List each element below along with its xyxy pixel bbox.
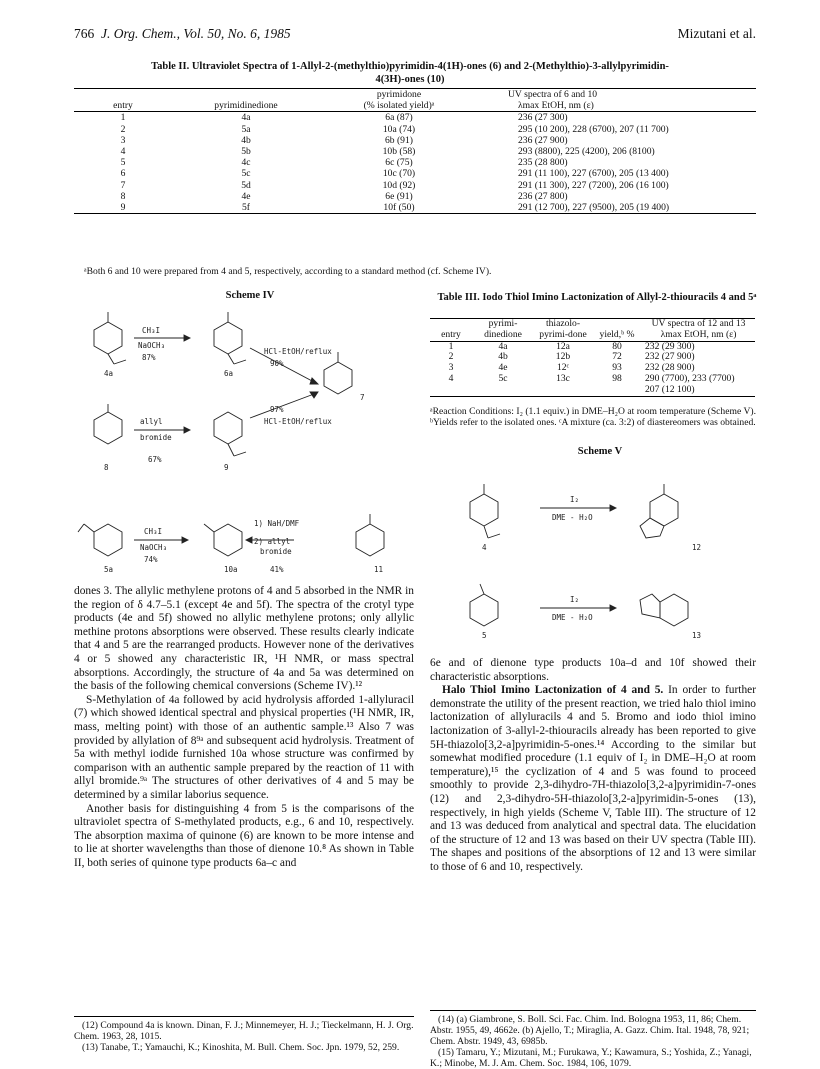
s4-yield-2: 90% <box>270 359 284 368</box>
table-cell: 232 (28 900) <box>645 362 695 374</box>
reference-14: (14) (a) Giambrone, S. Boll. Sci. Fac. Chim. Ind. Bologna 1953, 11, 86; Chem. Abstr. 1955, 49, 4662e. (b) Ajello, T.; Miraglia, A. Gazz. Chim. Ital. 1948, 78, 921; Chem. Abstr. 1949, 43, 6985b. <box>430 1014 750 1047</box>
table-row <box>430 374 755 385</box>
table-row <box>74 202 756 214</box>
table-cell: 6c (75) <box>385 157 413 169</box>
table-cell: 5d <box>241 179 251 191</box>
s4-reagent-9: 1) NaH/DMF <box>254 519 300 528</box>
table-row <box>74 191 756 202</box>
table-row-continuation <box>430 385 755 396</box>
table-cell: 98 <box>612 372 622 384</box>
table-cell: 4b <box>498 351 508 363</box>
table-cell: 5f <box>172 202 320 214</box>
scheme5-title: Scheme V <box>577 446 623 457</box>
cmpd-7: 7 <box>360 393 365 402</box>
table-cell: 6a (87) <box>385 112 413 124</box>
header-authors: Mizutani et al. <box>677 26 756 41</box>
table-row <box>74 157 756 168</box>
right-column-text <box>430 657 756 875</box>
s4-reagent-2: NaOCH₃ <box>138 341 166 350</box>
table3-footnote: ᵃReaction Conditions: I₂ (1.1 equiv.) in DME–H₂O at room temperature (Scheme V). ᵇYields refer to the isolated ones. ᶜA mixture (ca. 3:2) of diastereomers was obtained. <box>430 406 756 429</box>
table-cell: 5b <box>241 146 251 158</box>
table2 <box>74 88 756 214</box>
s4-reagent-4: HCl-EtOH/reflux <box>264 417 332 426</box>
table-cell: 6 <box>120 168 126 180</box>
t2-head-yield: (% isolated yield)ᵃ <box>320 100 478 112</box>
cmpd-4: 4 <box>482 543 487 552</box>
table-cell: 12a <box>556 340 570 352</box>
t3-head-yield: yield,ᵇ % <box>599 328 635 340</box>
table-cell: 207 (12 100) <box>645 383 695 395</box>
left-paragraph-1: dones 3. The allylic methylene protons of 4 and 5 absorbed in the NMR in the region of δ 4.7–5.1 (except 4e and 5f). The spectra of the crotyl type products (4e and 5f) showed no allylic methylene protons; only allylic methine protons absorptions were observed. These results clearly indicate that 4 and 5 are the rearranged products. However none of the derivatives 4 or 5 showed any characteristic IR, ¹H NMR, or mass spectral absorptions. Accordingly, the structure of 4a and 5a was determined on the basis of the following chemical conversions (Scheme IV).¹² <box>74 585 414 693</box>
references-left <box>74 1016 414 1053</box>
left-paragraph-2: S-Methylation of 4a followed by acid hydrolysis afforded 1-allyluracil (7) which showed identical spectral and physical properties (¹H NMR, IR, mass, melting point) with those of an authentic sample.¹³ Also 7 was provided by allylation of 8⁹ᵃ and subsequent acid hydrolysis. Treatment of 5a with methyl iodide furnished 10a whose structure was confirmed by comparison with an authentic sample prepared by the reaction of 11 with allyl bromide.⁹ᵃ The structures of other derivatives of 4 and 5 may be determined by a similar laborius sequence. <box>74 693 414 801</box>
table-cell: 291 (12 700), 227 (9500), 205 (19 400) <box>478 202 756 214</box>
cmpd-5a: 5a <box>104 565 114 574</box>
table-cell: 4 <box>120 146 126 158</box>
table-cell: 4b <box>241 134 251 146</box>
table-cell: 236 (27 800) <box>518 190 568 202</box>
s4-reagent-10: 2) allyl <box>254 537 291 546</box>
table-row <box>74 135 756 146</box>
table-row <box>74 112 756 124</box>
table-cell: 10f (50) <box>320 202 478 214</box>
t2-head-uv: UV spectra of 6 and 10 <box>508 89 598 100</box>
s4-reagent-3: HCl-EtOH/reflux <box>264 347 332 356</box>
table-row <box>430 341 755 352</box>
table-cell: 4c <box>241 157 251 169</box>
table-cell: 2 <box>120 123 126 135</box>
s4-yield-1: 87% <box>142 353 156 362</box>
s4-yield-6: 41% <box>270 565 284 574</box>
cmpd-12: 12 <box>692 543 702 552</box>
cmpd-9: 9 <box>224 463 229 472</box>
table-cell: 291 (11 100), 227 (6700), 205 (13 400) <box>518 168 669 180</box>
table-cell: 7 <box>120 179 126 191</box>
reference-15: (15) Tamaru, Y.; Mizutani, M.; Furukawa, Y.; Kawamura, S.; Yoshida, Z.; Yanagi, K.; Minobe, M. J. Am. Chem. Soc. 1984, 106, 1079. <box>430 1047 752 1069</box>
table-cell: 3 <box>448 362 454 374</box>
s4-reagent-11: bromide <box>260 547 292 556</box>
t2-head-lambda: λmax EtOH, nm (ε) <box>478 100 756 112</box>
s4-yield-4: 67% <box>148 455 162 464</box>
s4-reagent-5: allyl <box>140 417 163 426</box>
table-cell: 4 <box>448 372 454 384</box>
scheme4-title: Scheme IV <box>225 290 275 301</box>
table-cell: 293 (8800), 225 (4200), 206 (8100) <box>518 146 655 158</box>
table-cell: 4a <box>498 340 508 352</box>
table-cell: 290 (7700), 233 (7700) <box>645 372 735 384</box>
t3-head-entry: entry <box>441 328 461 340</box>
table-cell: 80 <box>612 340 622 352</box>
table-cell: 1 <box>120 112 126 124</box>
section-heading: Halo Thiol Imino Lactonization of 4 and 5. <box>442 684 664 697</box>
table2-footnote: ᵃBoth 6 and 10 were prepared from 4 and 5, respectively, according to a standard method (cf. Scheme IV). <box>84 266 492 277</box>
s5-solvent-2: DME - H₂O <box>552 613 593 622</box>
scheme5-diagram <box>430 462 756 642</box>
table-cell: 3 <box>120 134 126 146</box>
header-left <box>74 26 291 42</box>
table-cell: 10d (92) <box>382 179 416 191</box>
table-cell: 93 <box>612 362 622 374</box>
table-cell: 8 <box>120 190 126 202</box>
table-cell: 235 (28 800) <box>518 157 568 169</box>
s5-reagent-1: I₂ <box>570 495 580 504</box>
table-cell: 1 <box>448 340 454 352</box>
table-cell: 9 <box>74 202 172 214</box>
table-cell: 72 <box>612 351 622 363</box>
cmpd-4a: 4a <box>104 369 114 378</box>
table-row <box>74 168 756 179</box>
page-number: 766 <box>74 26 95 41</box>
cmpd-5: 5 <box>482 631 487 640</box>
table-cell: 4a <box>241 112 251 124</box>
s4-yield-5: 74% <box>144 555 158 564</box>
t3-head-pyr: pyrimi-dinedione <box>484 318 522 340</box>
table-cell: 5 <box>120 157 126 169</box>
s4-reagent-8: NaOCH₃ <box>140 543 168 552</box>
cmpd-6a: 6a <box>224 369 234 378</box>
right-paragraph-2 <box>430 684 756 874</box>
journal-citation: J. Org. Chem., Vol. 50, No. 6, 1985 <box>101 26 291 41</box>
table-cell: 13c <box>556 372 570 384</box>
table-cell: 10a (74) <box>382 123 416 135</box>
right-paragraph-1: 6e and of dienone type products 10a–d and 10f showed their characteristic absorptions. <box>430 657 756 683</box>
table3 <box>430 318 755 397</box>
cmpd-8: 8 <box>104 463 109 472</box>
table-row <box>74 180 756 191</box>
table-cell: 236 (27 300) <box>518 112 568 124</box>
table-cell: 12b <box>555 351 571 363</box>
table-cell: 236 (27 900) <box>518 134 568 146</box>
table-cell: 5c <box>498 372 508 384</box>
s4-reagent-7: CH₃I <box>144 527 163 536</box>
table-cell: 12ᶜ <box>556 362 570 374</box>
cmpd-13: 13 <box>692 631 702 640</box>
t2-head-pyrimidinedione: pyrimidinedione <box>172 100 320 112</box>
table-row <box>74 124 756 135</box>
table-cell: 6b (91) <box>385 134 413 146</box>
t3-head-uv: UV spectra of 12 and 13 λmax EtOH, nm (ε) <box>651 318 746 340</box>
s5-solvent-1: DME - H₂O <box>552 513 593 522</box>
table-cell: 232 (27 900) <box>645 351 695 363</box>
table-cell: 232 (29 300) <box>645 340 695 352</box>
scheme4-diagram <box>74 300 414 590</box>
table3-caption: Table III. Iodo Thiol Imino Lactonization of Allyl-2-thiouracils 4 and 5ᵃ <box>437 292 757 303</box>
table-cell: 10b (58) <box>382 146 416 158</box>
s4-reagent-6: bromide <box>140 433 172 442</box>
left-paragraph-3: Another basis for distinguishing 4 from 5 is the comparisons of the ultraviolet spectra of S-methylated products, e.g., 6 and 10, respectively. The absorption maxima of quinone (6) are known to be more intense and to lie at shorter wavelengths than those of dienone 10.⁸ As shown in Table II, both series of quinone type products 6a–c and <box>74 802 414 869</box>
running-header <box>74 26 756 42</box>
cmpd-10a: 10a <box>224 565 238 574</box>
table-cell: 10c (70) <box>382 168 416 180</box>
t2-head-pyrimidone: pyrimidone <box>376 89 422 100</box>
s4-reagent-1: CH₃I <box>142 326 161 335</box>
table-cell: 6e (91) <box>385 190 413 202</box>
table-cell: 291 (11 300), 227 (7200), 206 (16 100) <box>518 179 669 191</box>
t2-head-entry: entry <box>74 100 172 112</box>
table-cell: 4e <box>498 362 508 374</box>
t3-head-thia: thiazolo-pyrimi-done <box>539 318 587 340</box>
table-cell: 5a <box>241 123 251 135</box>
table-cell: 2 <box>448 351 454 363</box>
table2-caption: Table II. Ultraviolet Spectra of 1-Allyl-2-(methylthio)pyrimidin-4(1H)-ones (6) and 2-(Methylthio)-3-allylpyrimidin-4(3H)-ones (10) <box>151 61 669 85</box>
references-right <box>430 1010 756 1069</box>
cmpd-11: 11 <box>374 565 384 574</box>
right-paragraph-2-body: In order to further demonstrate the utility of the present reaction, we tried halo thiol imino lactonization of allyluracils 4 and 5. Bromo and iodo thiol imino lactonization of 3-allyl-2-thiouracils already has been reported to give 5H-thiazolo[3,2-a]pyrimidin-5-ones.¹⁴ According to the similar but somewhat modified procedure (1.1 equiv of I₂ in DME–H₂O at room temperature),¹⁵ the cyclization of 4 and 5 was found to proceed smoothly to provide 2,3-dihydro-7H-thiazolo[3,2-a]pyrimidin-7-ones (12) and 2,3-dihydro-5H-thiazolo[3,2-a]pyrimidin-5-ones (13), respectively, in high yields (Scheme V, Table III). The structure of 12 and 13 was deduced from analytical and spectral data. The elucidation of the structure of 12 and 13 was based on their UV spectra (Table III). The shapes and positions of the absorptions of 12 and 13 were similar to those of 6 and 10, respectively. <box>430 684 757 873</box>
reference-13: (13) Tanabe, T.; Yamauchi, K.; Kinoshita, M. Bull. Chem. Soc. Jpn. 1979, 52, 259. <box>82 1042 400 1053</box>
table-cell: 295 (10 200), 228 (6700), 207 (11 700) <box>518 123 669 135</box>
s5-reagent-2: I₂ <box>570 595 580 604</box>
table-row <box>74 146 756 157</box>
reference-12: (12) Compound 4a is known. Dinan, F. J.; Minnemeyer, H. J.; Tieckelmann, H. J. Org. Chem. 1963, 28, 1015. <box>74 1020 414 1042</box>
s4-yield-3: 97% <box>270 405 284 414</box>
table-cell: 5c <box>241 168 251 180</box>
left-column-text <box>74 585 414 870</box>
table-cell: 4e <box>241 190 251 202</box>
table-row <box>430 352 755 363</box>
